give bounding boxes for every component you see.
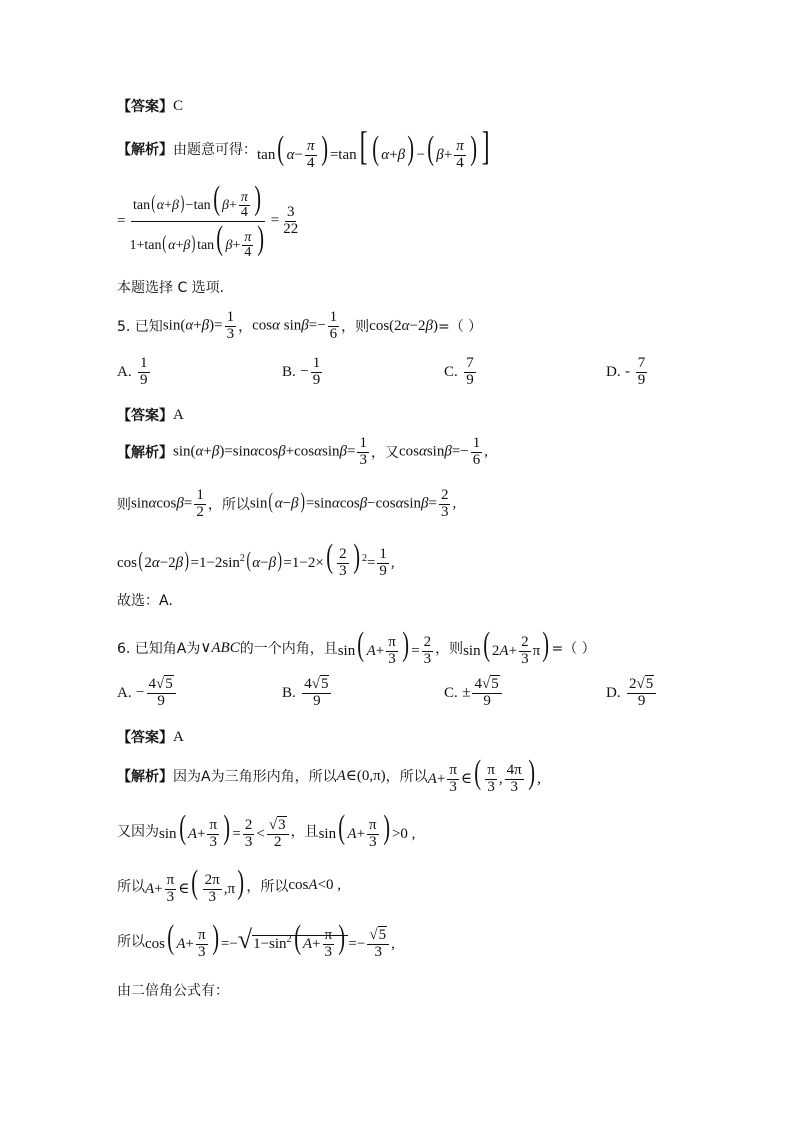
option-letter: A. (117, 363, 132, 380)
question-6 (117, 628, 596, 668)
formula: ∨ABC (200, 640, 240, 657)
answer-label: 【答案】 (117, 730, 173, 746)
formula: cos( A+ $\frac{\pi}{3}$ ) $=-√1-\sin^2$( A+ $\frac{\pi}{3}$ ) =− $\frac{√5}{3}$ , (145, 919, 395, 961)
option-value: − $\frac{1}{9}$ (300, 355, 321, 388)
explanation-5-conclusion (117, 590, 173, 610)
answer-value: A (173, 406, 184, 423)
option-letter: B. (282, 684, 296, 701)
explanation-label: 【解析】 (117, 445, 173, 462)
connector: ，且 (290, 823, 319, 840)
question-stem-mid: 的一个内角，且 (239, 640, 338, 657)
formula: sin(α+β)= $\frac{1}{3}$ (162, 309, 235, 342)
option-letter: B. (282, 363, 296, 380)
question-tail: =（ ） (437, 319, 483, 336)
explanation-text: 所以 (117, 933, 145, 950)
option-value: $\frac{4√5}{9}$ (302, 677, 331, 710)
connector: ，又 (370, 445, 399, 462)
option-c[interactable] (444, 356, 478, 389)
formula: A+ $\frac{\pi}{3}$ ∈( $\frac{2\pi}{3}$ ,π) (145, 864, 245, 906)
formula: = $\frac{3}{22}$ (270, 204, 299, 237)
formula: $\cos(2\alpha-2\beta)=1-2\sin^2(\alpha-\beta)=1-2\times$( $\frac{2}{3}$ ) $^2$= $\frac{1}{9}$ , (117, 538, 395, 580)
connector: ，所以 (246, 878, 289, 895)
explanation-text: 由二倍角公式有： (117, 983, 229, 999)
explanation-5-line-1 (117, 436, 488, 469)
option-a[interactable] (117, 677, 178, 710)
connector: ，所以 (385, 768, 428, 785)
formula: = (117, 212, 126, 229)
explanation-6-line-3 (117, 866, 341, 906)
conclusion-text: 故选：A. (117, 593, 173, 609)
explanation-label: 【解析】 (117, 141, 173, 158)
option-letter: C. (444, 363, 458, 380)
answer-4 (117, 96, 183, 116)
explanation-6-line-2 (117, 811, 415, 851)
option-d[interactable] (606, 677, 658, 710)
conclusion-text: 本题选择 C 选项. (117, 280, 225, 296)
explanation-6-line-5 (117, 980, 229, 1000)
option-value: $\frac{7}{9}$ (466, 355, 474, 388)
question-stem: 6. 已知角A为 (117, 640, 201, 657)
explanation-4-line-2 (117, 182, 302, 261)
answer-value: A (173, 728, 184, 745)
option-b[interactable] (282, 356, 324, 389)
explanation-text: 又因为 (117, 823, 159, 840)
formula: sin( A+ $\frac{\pi}{3}$ ) >0 , (318, 809, 416, 851)
answer-value: C (173, 97, 184, 114)
formula: sin(α+β)=sinαcosβ+cosαsinβ= $\frac{1}{3}$ (173, 435, 367, 468)
explanation-text: 因为A为三角形内角，所以 (173, 768, 337, 785)
formula: A∈(0,π) (336, 768, 386, 785)
connector: 则 (117, 497, 131, 514)
formula: sin( A+ $\frac{\pi}{3}$ ) = $\frac{2}{3}$ (337, 626, 432, 668)
explanation-4-line-1 (117, 123, 492, 172)
option-letter: D. (606, 363, 621, 380)
option-d[interactable] (606, 356, 649, 389)
option-letter: D. (606, 684, 621, 701)
explanation-text: 由题意可得： (173, 141, 257, 158)
option-value: ± $\frac{4√5}{9}$ (462, 677, 503, 710)
option-c[interactable] (444, 677, 504, 710)
separator: ， (238, 319, 253, 336)
question-5 (117, 310, 482, 343)
formula: sin(α−β)=sinαcosβ−cosαsinβ= $\frac{2}{3}$ , (249, 487, 457, 520)
option-b[interactable] (282, 677, 333, 710)
connector: ，则 (341, 319, 370, 336)
formula: cos(2α−2β) (369, 317, 438, 334)
option-letter: C. (444, 684, 458, 701)
formula: cosα sinβ=− $\frac{1}{6}$ (252, 309, 338, 342)
connector: ，则 (435, 640, 464, 657)
answer-6 (117, 727, 184, 747)
option-a[interactable] (117, 356, 152, 389)
explanation-label: 【解析】 (117, 768, 173, 785)
option-value: $\frac{1}{9}$ (140, 355, 148, 388)
explanation-6-line-1 (117, 756, 541, 796)
formula: sin( A+ $\frac{\pi}{3}$ ) = $\frac{2}{3}$ < $\frac{√3}{2}$ (159, 811, 291, 851)
explanation-5-line-2 (117, 488, 456, 521)
formula: cosA<0 , (288, 877, 342, 894)
question-stem: 5. 已知 (117, 319, 163, 336)
option-value: − $\frac{4√5}{9}$ (136, 677, 178, 710)
formula: cosαsinβ=− $\frac{1}{6}$ , (398, 435, 489, 468)
answer-label: 【答案】 (117, 408, 173, 424)
formula: sin( 2A+ $\frac{2}{3}$ π) (463, 626, 550, 668)
explanation-text: 所以 (117, 878, 145, 895)
connector: ，所以 (207, 497, 250, 514)
explanation-5-line-3 (117, 540, 395, 580)
conclusion-4 (117, 277, 224, 297)
formula: tan( α− $\frac{\pi}{4}$ ) =tan[ ( α+β) −( β+ $\frac{\pi}{4}$ ) ] (257, 123, 490, 172)
option-value: - $\frac{7}{9}$ (625, 355, 646, 388)
option-letter: A. (117, 684, 132, 701)
explanation-6-line-4 (117, 921, 395, 961)
formula: sinαcosβ= $\frac{1}{2}$ (131, 487, 204, 520)
formula: A+ $\frac{\pi}{3}$ ∈( $\frac{\pi}{3}$ , $\frac{4\pi}{3}$ ) , (427, 754, 541, 796)
answer-5 (117, 405, 184, 425)
option-value: $\frac{2√5}{9}$ (627, 677, 656, 710)
formula-fraction: tan(α+β)−tan( β+ $\frac{\pi}{4}$ ) 1+tan(α+β)tan( β+ $\frac{\pi}{4}$ ) (129, 180, 265, 261)
question-tail: =（ ） (551, 640, 596, 657)
answer-label: 【答案】 (117, 99, 173, 115)
